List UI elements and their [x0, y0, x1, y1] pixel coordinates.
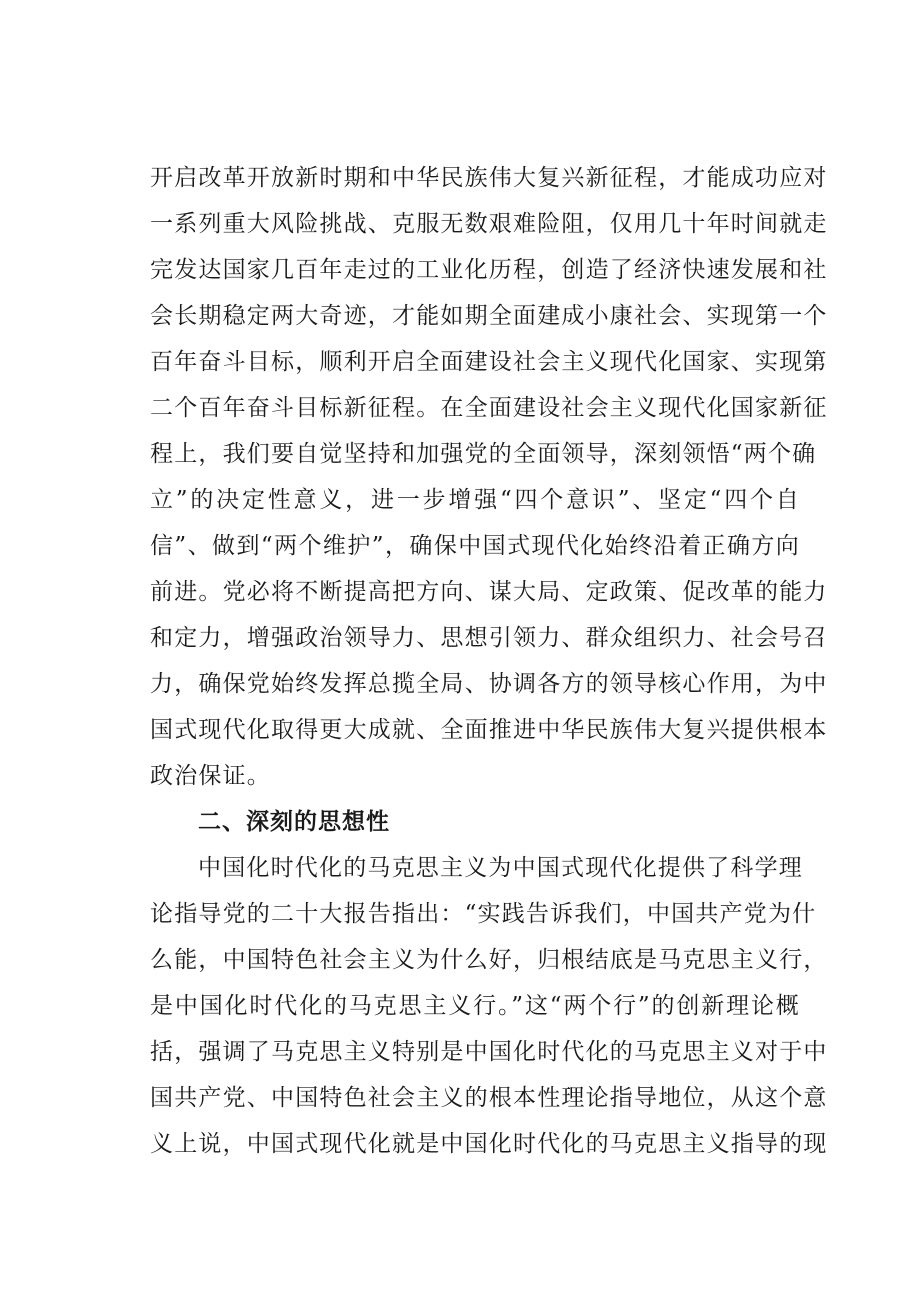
- text-line: 会长期稳定两大奇迹，才能如期全面建成小康社会、实现第一个: [150, 303, 828, 329]
- text-line: 国共产党、中国特色社会主义的根本性理论指导地位，从这个意: [150, 1085, 828, 1111]
- text-line: 论指导党的二十大报告指出：“实践告诉我们，中国共产党为什: [150, 901, 817, 927]
- text-line: 是中国化时代化的马克思主义行。”这“两个行”的创新理论概: [150, 993, 800, 1019]
- text-line: 前进。党必将不断提高把方向、谋大局、定政策、促改革的能力: [150, 579, 828, 605]
- text-line: 开启改革开放新时期和中华民族伟大复兴新征程，才能成功应对: [150, 165, 828, 191]
- text-line: 百年奋斗目标，顺利开启全面建设社会主义现代化国家、实现第: [150, 349, 828, 375]
- text-line: 完发达国家几百年走过的工业化历程，创造了经济快速发展和社: [150, 257, 828, 283]
- text-line: 国式现代化取得更大成就、全面推进中华民族伟大复兴提供根本: [150, 717, 828, 743]
- text-line: 二个百年奋斗目标新征程。在全面建设社会主义现代化国家新征: [150, 395, 828, 421]
- text-line: 义上说，中国式现代化就是中国化时代化的马克思主义指导的现: [150, 1131, 828, 1157]
- text-line: 和定力，增强政治领导力、思想引领力、群众组织力、社会号召: [150, 625, 828, 651]
- text-line: 立”的决定性意义，进一步增强“四个意识”、坚定“四个自: [150, 487, 800, 513]
- text-line: 中国化时代化的马克思主义为中国式现代化提供了科学理: [198, 855, 803, 881]
- text-line: 一系列重大风险挑战、克服无数艰难险阻，仅用几十年时间就走: [150, 211, 828, 237]
- paragraph-2: [150, 845, 828, 1167]
- paragraph-1: [150, 155, 828, 799]
- section-heading: 二、深刻的思想性: [198, 809, 390, 835]
- text-line: 括，强调了马克思主义特别是中国化时代化的马克思主义对于中: [150, 1039, 828, 1065]
- text-line: 力，确保党始终发挥总揽全局、协调各方的领导核心作用，为中: [150, 671, 828, 697]
- text-line: 政治保证。: [150, 763, 271, 789]
- text-line: 信”、做到“两个维护”，确保中国式现代化始终沿着正确方向: [150, 533, 800, 559]
- text-line: 程上，我们要自觉坚持和加强党的全面领导，深刻领悟“两个确: [150, 441, 817, 467]
- document-body: [150, 155, 828, 1167]
- text-line: 么能，中国特色社会主义为什么好，归根结底是马克思主义行，: [150, 947, 828, 973]
